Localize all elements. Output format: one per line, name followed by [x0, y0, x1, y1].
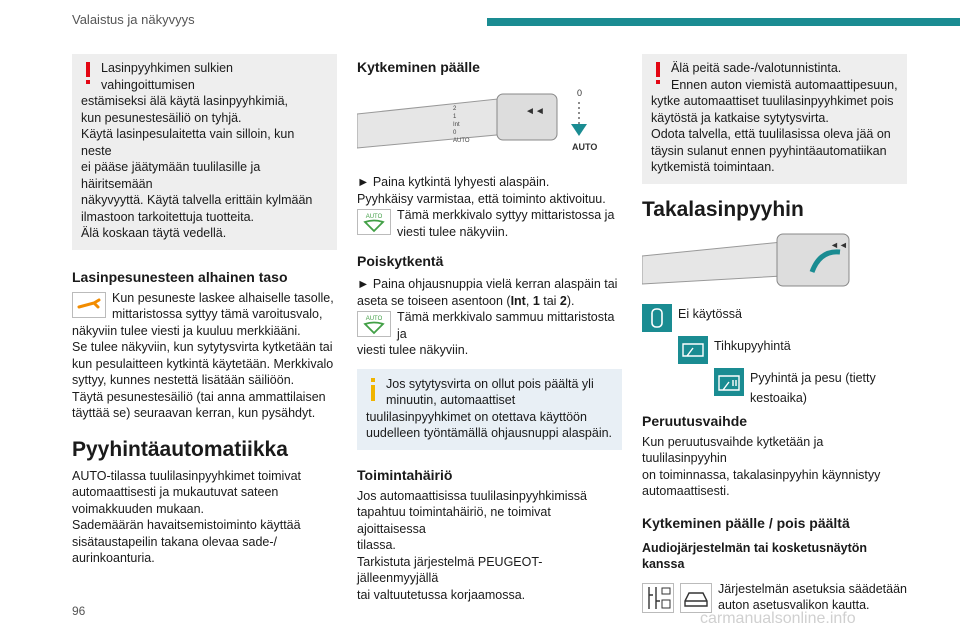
fault-line: tilassa. [357, 538, 396, 552]
info-line: tuulilasinpyyhkimet on otettava käyttöön [366, 409, 587, 424]
header-accent-bar [487, 18, 960, 26]
stalk-scale-label: Int [453, 122, 460, 128]
low-level-line: Kun pesuneste laskee alhaiselle tasolle, [112, 290, 334, 305]
reverse-gear-body [642, 434, 907, 500]
low-level-heading: Lasinpesunesteen alhainen taso [72, 268, 288, 285]
watermark: carmanualsonline.info [700, 610, 856, 627]
lamp-off-line: viesti tulee näkyviin. [357, 343, 469, 357]
switch-on-step: ► Paina kytkintä lyhyesti alaspäin. [357, 175, 550, 189]
fault-line: tapahtuu toimintahäiriö, ne toimivat ajoittaisessa [357, 505, 551, 536]
auto-lamp-off-row [357, 309, 622, 359]
rear-wiper-wash-icon [714, 368, 744, 401]
stalk-scale-label: 1 [453, 114, 457, 120]
low-level-line: Täytä pesunestesäiliö (tai anna ammattilaisen [72, 389, 326, 404]
fault-line: Tarkistuta järjestelmä PEUGEOT-jälleenmyyjällä [357, 554, 543, 585]
warning-line: ei pääse jäätymään tuulilasille ja häiritsemään [81, 160, 261, 191]
column-middle [357, 54, 622, 603]
lamp-label: AUTO [365, 214, 383, 220]
stalk-scale-label: 0 [577, 88, 583, 98]
reverse-gear-heading: Peruutusvaihde [642, 412, 748, 429]
low-level-line: syttyy, kunnes nestettä lisätään säiliöön. [72, 373, 295, 387]
washer-fluid-warning-icon [72, 292, 106, 323]
warning-box-washer [72, 54, 337, 250]
auto-line: voimakkuuden mukaan. [72, 501, 205, 516]
audio-system-heading: Audiojärjestelmän tai kosketusnäytön kanssa [642, 540, 868, 571]
sensor-warning-line: kytke automaattiset tuulilasinpyyhkimet pois [651, 94, 894, 108]
info-box-reactivate [357, 369, 622, 450]
lamp-off-line: Tämä merkkivalo sammuu mittaristosta ja [397, 310, 615, 341]
push-down-arrow-icon [571, 124, 587, 136]
auto-line: automaattisesti ja mukautuvat sateen [72, 485, 279, 499]
rear-wiper-stalk-illustration [642, 232, 907, 292]
rear-wiper-off-icon [642, 304, 672, 337]
info-icon [366, 376, 380, 402]
stalk-scale-label: 0 [453, 130, 457, 136]
reverse-line: Kun peruutusvaihde kytketään ja tuulilasinpyyhin [642, 434, 824, 465]
low-level-line: Se tulee näkyviin, kun sytytysvirta kytketään tai [72, 340, 333, 354]
lamp-on-line: viesti tulee näkyviin. [397, 224, 509, 239]
switch-on-off-heading: Kytkeminen päälle / pois päältä [642, 514, 850, 531]
warning-exclamation-icon [81, 60, 95, 86]
rear-mode-off [642, 304, 907, 334]
warning-line: estämiseksi älä käytä lasinpyyhkimiä, [81, 94, 289, 108]
fault-body [357, 488, 622, 604]
rear-wiper-heading: Takalasinpyyhin [642, 197, 804, 221]
auto-wipe-lamp-icon [357, 209, 391, 240]
low-level-line: näkyviin tulee viesti ja kuuluu merkkiääni. [72, 323, 301, 338]
switch-on-confirm: Pyyhkäisy varmistaa, että toiminto aktivoituu. [357, 191, 606, 206]
fault-line: tai valtuutetussa korjaamossa. [357, 587, 526, 602]
fault-heading: Toimintahäiriö [357, 466, 453, 483]
auto-line: aurinkoanturia. [72, 551, 155, 565]
info-line: Jos sytytysvirta on ollut pois päältä yli [386, 376, 594, 391]
warning-box-sensor [642, 54, 907, 184]
wiper-stalk-illustration [357, 84, 622, 166]
column-left [72, 54, 337, 567]
low-level-line: mittaristossa syttyy tämä varoitusvalo, [112, 307, 323, 321]
info-line: minuutin, automaattiset [386, 393, 516, 407]
auto-lamp-on-row [357, 207, 622, 240]
rear-wiper-intermittent-icon [678, 336, 708, 369]
header-section-title: Valaistus ja näkyvyys [72, 12, 195, 27]
lamp-label: AUTO [365, 316, 383, 322]
auto-wiping-body [72, 468, 337, 567]
warning-line: Käytä lasinpesulaitetta vain silloin, kun neste [81, 127, 295, 158]
auto-line: Sademäärän havaitsemistoiminto käyttää [72, 518, 301, 532]
wiper-stalk-diagram [357, 84, 607, 166]
fault-line: Jos automaattisissa tuulilasinpyyhkimissä [357, 488, 587, 503]
rear-mode-label: Tihkupyyhintä [714, 338, 791, 353]
sensor-warning-line: käytöstä ja katkaise sytytysvirta. [651, 110, 829, 125]
low-level-body [72, 290, 337, 422]
wiper-symbol-icon: ◄◄ [525, 106, 545, 117]
auto-line: AUTO-tilassa tuulilasinpyyhkimet toimivat [72, 468, 302, 483]
reverse-line: automaattisesti. [642, 484, 730, 498]
low-level-line: kun pesulaitteen kytkintä käytetään. Merkkivalo [72, 356, 334, 371]
warning-line: kun pesunestesäiliö on tyhjä. [81, 110, 242, 125]
rear-mode-wash [642, 368, 907, 405]
stalk-scale-label: AUTO [453, 138, 470, 144]
reverse-line: on toiminnassa, takalasinpyyhin käynnistyy [642, 467, 881, 482]
settings-sliders-icon [642, 583, 674, 618]
sensor-warning-line: Älä peitä sade-/valotunnistinta. [671, 61, 842, 75]
auto-line: sisätaustapeilin takana olevaa sade-/ [72, 534, 277, 549]
warning-line: Lasinpyyhkimen sulkien vahingoittumisen [101, 61, 234, 92]
auto-wipe-lamp-icon [357, 311, 391, 342]
switch-on-heading: Kytkeminen päälle [357, 59, 480, 75]
wiper-symbol-icon: ◄◄ [830, 239, 848, 250]
rear-mode-label: Pyyhintä ja pesu (tietty kestoaika) [750, 370, 876, 405]
sensor-warning-line: Ennen auton viemistä automaattipesuun, [671, 77, 898, 92]
settings-line: auton asetusvalikon kautta. [718, 598, 870, 612]
warning-line: ilmastoon tarkoitettuja tuotteita. [81, 209, 255, 224]
warning-exclamation-icon [651, 60, 665, 86]
stalk-scale-label: 2 [453, 106, 457, 112]
stalk-auto-label: AUTO [572, 142, 598, 152]
rear-stalk-diagram [642, 232, 852, 292]
auto-wiping-heading: Pyyhintäautomatiikka [72, 437, 288, 461]
sensor-warning-line: kytkemistä toimintaan. [651, 160, 775, 174]
column-right [642, 54, 907, 617]
rear-mode-intermittent [642, 336, 907, 366]
low-level-line: täyttää se) seuraavan kerran, kun pysähdyt. [72, 406, 316, 420]
info-line: uudelleen työntämällä ohjausnuppi alaspäin. [366, 426, 613, 440]
switch-off-heading: Poiskytkentä [357, 253, 444, 269]
settings-row [642, 581, 907, 614]
warning-line: Älä koskaan täytä vedellä. [81, 226, 227, 240]
sensor-warning-line: täysin sulanut ennen pyyhintäautomatiikan [651, 143, 887, 158]
lamp-on-line: Tämä merkkivalo syttyy mittaristossa ja [397, 208, 615, 222]
page-number: 96 [72, 604, 86, 618]
sensor-warning-line: Odota talvella, että tuulilasissa oleva jää on [651, 127, 891, 141]
settings-line: Järjestelmän asetuksia säädetään [718, 581, 908, 596]
switch-off-step: ► Paina ohjausnuppia vielä kerran alaspäin tai aseta se toiseen asentoon (Int, 1 tai 2). [357, 277, 618, 308]
warning-line: näkyvyyttä. Käytä talvella erittäin kylmään [81, 193, 313, 207]
rear-mode-label: Ei käytössä [678, 306, 742, 321]
